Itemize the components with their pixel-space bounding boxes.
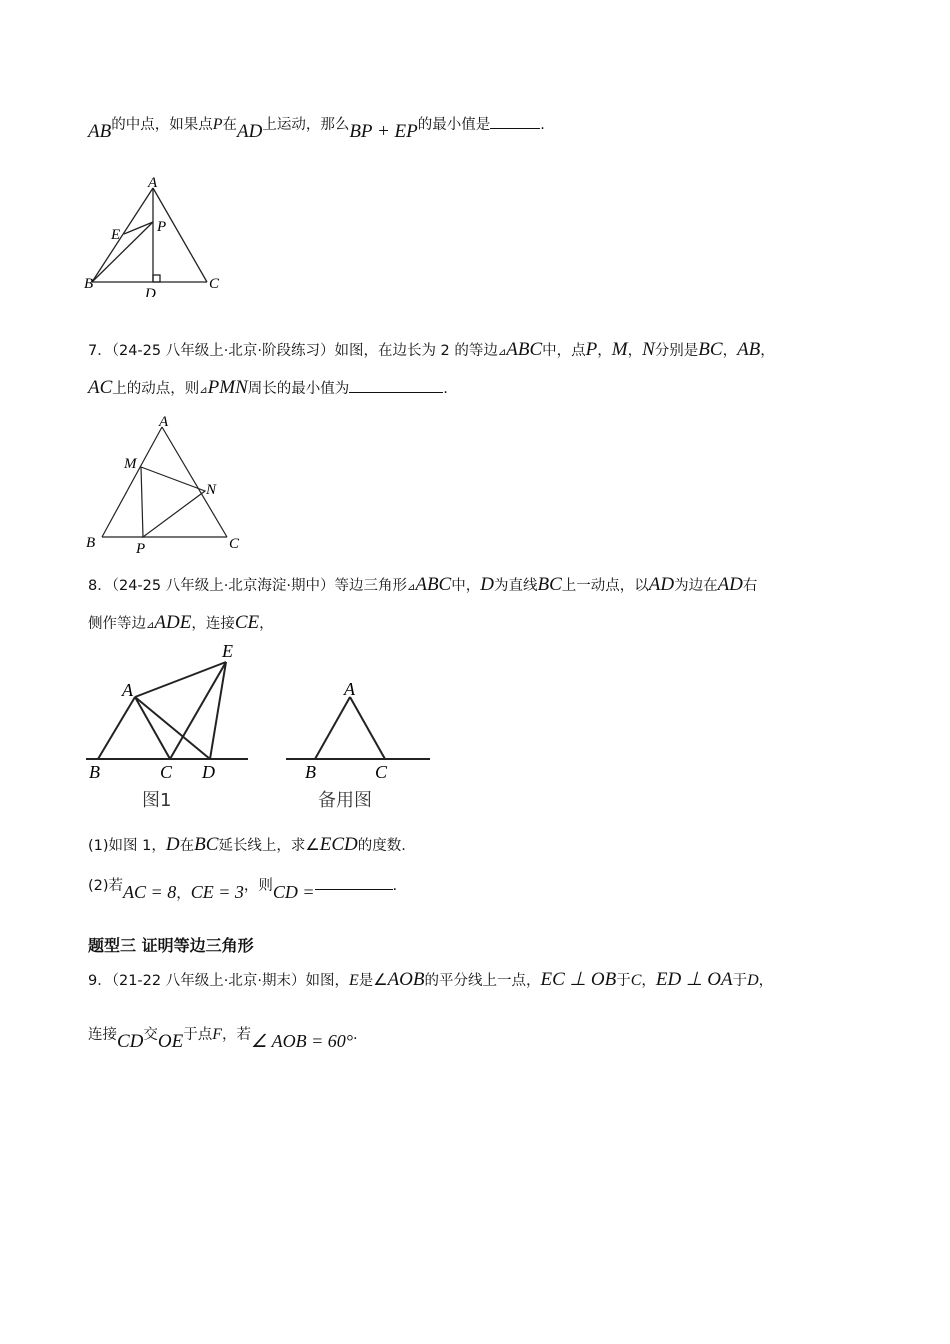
math-ce: CE: [234, 612, 260, 633]
text: .: [443, 381, 448, 397]
triangle-symbol: ⊿: [406, 582, 416, 593]
text: .: [540, 117, 545, 133]
label-p: P: [136, 541, 146, 557]
math-aob-eq: ∠ AOB = 60°: [251, 1031, 353, 1051]
label-c: C: [229, 536, 240, 552]
answer-blank[interactable]: [315, 875, 393, 890]
text: 上一动点，以: [561, 578, 649, 594]
text: ，连接: [191, 616, 235, 632]
label-p: P: [157, 219, 167, 235]
math-abc: ABC: [506, 339, 543, 360]
question-number: 7．: [88, 343, 112, 359]
math-abc: ABC: [415, 574, 452, 595]
text: （24-25 八年级上·北京·阶段练习）如图，在边长为 2 的等边: [111, 343, 498, 359]
text: ，: [641, 973, 656, 989]
math-ac: AC: [88, 377, 113, 398]
text: 是: [358, 973, 374, 989]
q8-figure-2: [280, 670, 440, 815]
triangle-symbol: ⊿: [146, 620, 155, 631]
math-f: F: [212, 1026, 223, 1043]
angle-symbol: ∠: [373, 972, 388, 989]
text: 交: [143, 1027, 158, 1043]
label-d: D: [145, 286, 156, 297]
text: 右: [742, 578, 758, 594]
math-cd-eq: CD =: [272, 882, 315, 902]
text: ，: [722, 343, 738, 359]
text: .: [392, 878, 398, 894]
answer-blank[interactable]: [349, 378, 443, 393]
math-ade: ADE: [154, 612, 192, 633]
text: 于: [616, 973, 631, 989]
text: 中，点: [542, 343, 586, 359]
math-n: N: [642, 339, 655, 360]
math-ed-perp-oa: ED ⊥ OA: [655, 969, 733, 990]
math-d: D: [747, 972, 759, 989]
text: (1)如图 1，: [88, 838, 166, 854]
label-b: B: [86, 535, 96, 551]
q6-line: [88, 112, 545, 142]
text: (2)若: [88, 878, 124, 894]
q7-line2: [88, 376, 448, 403]
label-c: C: [209, 276, 220, 292]
label-b: B: [89, 762, 100, 782]
math-bc: BC: [537, 574, 562, 595]
label-b: B: [84, 276, 94, 292]
math-ad: AD: [648, 574, 675, 595]
figure-caption: 备用图: [318, 790, 372, 811]
label-c: C: [160, 762, 173, 782]
label-c: C: [375, 762, 388, 782]
text: 侧作等边: [88, 616, 146, 632]
text: 在: [222, 117, 237, 133]
q9-line2: [88, 1021, 358, 1052]
text: ，: [597, 343, 612, 359]
q8-part1: [88, 833, 406, 858]
label-m: M: [124, 456, 137, 472]
text: ，则: [243, 878, 273, 894]
math-ecd: ECD: [319, 834, 358, 855]
label-a: A: [159, 414, 169, 430]
q9-line1: [88, 968, 773, 993]
text: 延长线上，求: [218, 838, 306, 854]
math-ab: AB: [737, 339, 761, 360]
label-n: N: [206, 482, 217, 498]
math-cd: CD: [117, 1031, 144, 1052]
label-a: A: [148, 175, 158, 191]
text: ，: [627, 343, 643, 359]
math-d: D: [480, 574, 494, 595]
math-p: P: [585, 339, 598, 360]
text: 中，: [451, 578, 481, 594]
math-expr: BP + EP: [349, 121, 418, 142]
q8-line2: [88, 611, 274, 638]
math-oe: OE: [157, 1031, 184, 1052]
text: 上的动点，则: [112, 381, 200, 397]
math-ab: AB: [88, 121, 112, 142]
math-aob: AOB: [387, 969, 425, 990]
math-c: C: [630, 972, 642, 989]
text: .: [353, 1027, 358, 1043]
q8-line1: [88, 573, 757, 600]
math-m: M: [611, 339, 628, 360]
math-e: E: [348, 972, 359, 989]
text: （24-25 八年级上·北京海淀·期中）等边三角形: [111, 578, 407, 594]
text: 的度数.: [357, 838, 406, 854]
text: ，: [259, 616, 274, 632]
text: 连接: [88, 1027, 117, 1043]
math-ec-perp-ob: EC ⊥ OB: [540, 969, 617, 990]
q8-part2: [88, 872, 398, 902]
text: 为直线: [493, 578, 538, 594]
text: 于点: [183, 1027, 213, 1043]
math-ad: AD: [237, 121, 263, 142]
text: ，: [760, 343, 775, 359]
q6-figure: [80, 172, 230, 297]
math-ce-eq: CE = 3: [190, 882, 244, 902]
math-bc: BC: [698, 339, 723, 360]
question-number: 9．: [88, 973, 112, 989]
label-a: A: [122, 680, 133, 700]
label-e: E: [111, 227, 121, 243]
math-ad: AD: [717, 574, 743, 595]
text: ，: [758, 973, 774, 989]
text: ，: [176, 886, 191, 902]
label-d: D: [202, 762, 215, 782]
label-b: B: [305, 762, 316, 782]
text: ，若: [222, 1027, 252, 1043]
figure-caption: 图1: [142, 790, 172, 811]
math-pmn: PMN: [207, 377, 248, 398]
triangle-symbol: ⊿: [199, 385, 208, 396]
q8-figure-1: [80, 640, 255, 815]
text: 的中点，如果点: [111, 117, 213, 133]
text: 在: [179, 838, 195, 854]
triangle-symbol: ⊿: [497, 347, 507, 358]
text: 的最小值是: [417, 117, 491, 133]
text: 分别是: [654, 343, 699, 359]
angle-symbol: ∠: [305, 837, 320, 854]
math-ac-eq: AC = 8: [123, 882, 177, 902]
text: 为边在: [674, 578, 718, 594]
section-title: 题型三 证明等边三角形: [88, 936, 254, 955]
q7-line1: [88, 338, 775, 365]
label-e: E: [222, 641, 233, 661]
math-bc: BC: [194, 834, 219, 855]
text: 的平分线上一点，: [424, 973, 541, 989]
math-p: P: [212, 116, 223, 133]
label-a: A: [344, 679, 355, 699]
answer-blank[interactable]: [490, 114, 540, 129]
text: （21-22 八年级上·北京·期末）如图，: [111, 973, 349, 989]
q7-figure: [80, 410, 255, 558]
text: 上运动，那么: [262, 117, 350, 133]
question-number: 8．: [88, 578, 112, 594]
text: 周长的最小值为: [247, 381, 350, 397]
math-d: D: [165, 834, 180, 855]
text: 于: [732, 973, 748, 989]
